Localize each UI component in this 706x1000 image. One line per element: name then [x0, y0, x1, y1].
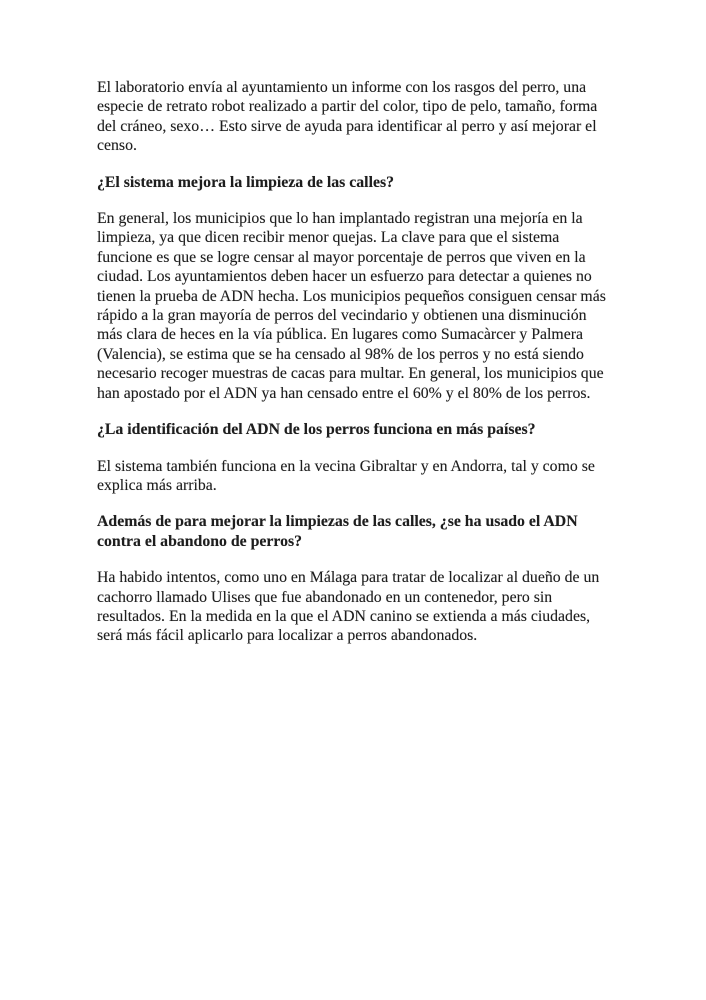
- paragraph-gibraltar-andorra: El sistema también funciona en la vecina Gibraltar y en Andorra, tal y como se explica más arriba.: [97, 457, 595, 494]
- paragraph-municipios-censo: En general, los municipios que lo han implantado registran una mejoría en la limpieza, ya que dicen recibir menor quejas. La clave para que el sistema funcione es que se logre censar al mayor porcentaje de perros que viven en la ciudad. Los ayuntamientos deben hacer un esfuerzo para detectar a quienes no tienen la prueba de ADN hecha. Los municipios pequeños consiguen censar más rápido a la gran mayoría de perros del vecindario y obtienen una disminución más clara de heces en la vía pública. En lugares como Sumacàrcer y Palmera (Valencia), se estima que se ha censado al 98% de los perros y no está siendo necesario recoger muestras de cacas para multar. En general, los municipios que han apostado por el ADN ya han censado entre el 60% y el 80% de los perros.: [97, 210, 606, 402]
- text-column: [97, 78, 615, 663]
- heading-adn-contra-abandono: Además de para mejorar la limpiezas de las calles, ¿se ha usado el ADN contra el abandono de perros?: [97, 513, 578, 550]
- paragraph-lab-report: El laboratorio envía al ayuntamiento un informe con los rasgos del perro, una especie de retrato robot realizado a partir del color, tipo de pelo, tamaño, forma del cráneo, sexo… Esto sirve de ayuda para identificar al perro y así mejorar el censo.: [97, 79, 598, 155]
- heading-adn-mas-paises: ¿La identificación del ADN de los perros funciona en más países?: [97, 421, 536, 439]
- paragraph-malaga-ulises: Ha habido intentos, como uno en Málaga para tratar de localizar al dueño de un cachorro llamado Ulises que fue abandonado en un contenedor, pero sin resultados. En la medida en la que el ADN canino se extienda a más ciudades, será más fácil aplicarlo para localizar a perros abandonados.: [97, 569, 600, 645]
- heading-limpieza-calles: ¿El sistema mejora la limpieza de las calles?: [97, 173, 395, 191]
